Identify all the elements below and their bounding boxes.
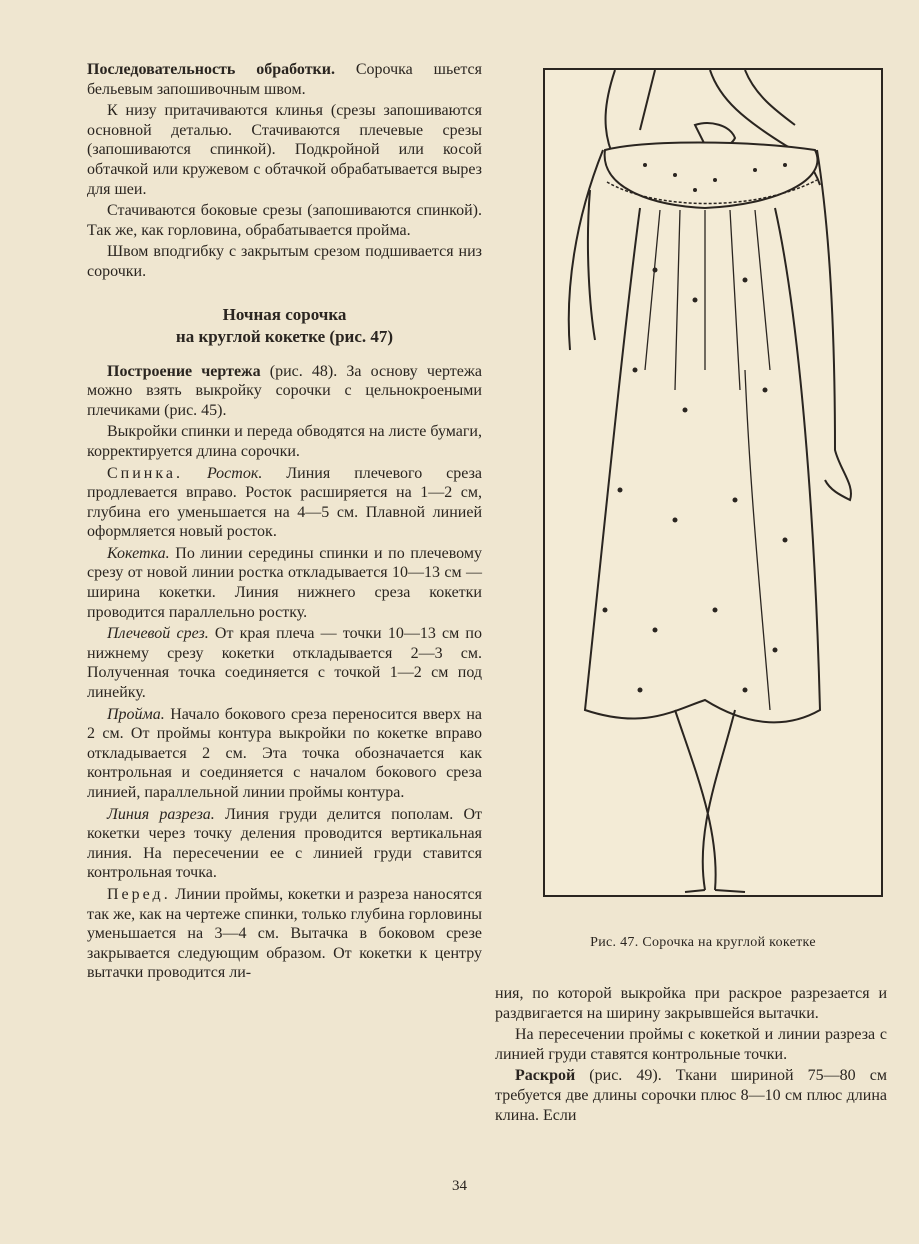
heading-line: на круглой кокетке (рис. 47) — [175, 326, 394, 346]
paragraph-text: (рис. 48). За основу чертежа можно взять выкройку сорочки с цельнокроеными плечиками (рис. 45). — [87, 362, 483, 419]
paragraph-lead: Кокетка. — [107, 544, 170, 562]
paragraph-lead: Пройма. — [107, 705, 165, 723]
left-arm — [569, 150, 603, 350]
paragraph-text: (рис. 49). Ткани шириной 75—80 см требуется две длины сорочки плюс 8—10 см плюс длина клина. Если — [495, 1067, 887, 1124]
gown-gathers — [645, 210, 770, 710]
paragraph-lead: Линия разреза. — [107, 805, 215, 823]
paragraph-lead: Построение чертежа — [107, 362, 261, 380]
paragraph-text: Линия плечевого среза продлевается вправо. Росток расширяется на 1—2 см, глубина его уменьшается на 4—5 см. Плавной линией оформляется новый росток. — [87, 464, 482, 541]
paragraph — [87, 464, 482, 542]
paragraph-lead: Раскрой — [515, 1067, 576, 1085]
paragraph — [87, 362, 482, 421]
yoke-outline — [605, 143, 818, 209]
heading-line: Ночная сорочка — [222, 304, 347, 324]
paragraph — [87, 624, 482, 702]
paragraph-lead: Росток. — [183, 464, 263, 482]
right-arm — [817, 150, 851, 500]
paragraph: Выкройки спинки и переда обводятся на листе бумаги, корректируется длина сорочки. — [87, 423, 482, 460]
paragraph-text: Линия груди делится пополам. От кокетки через точку деления проводится вертикальная линия. На пересечении ее с линией груди ставится контрольная точка. — [87, 805, 482, 882]
paragraph: К низу притачиваются клинья (срезы запошиваются основной деталью. Стачиваются плечевые срезы (запошиваются спинкой). Подкройной или косой обтачкой или кружевом с обтачкой обрабатывается вырез для шеи. — [87, 102, 482, 198]
page-number: 34 — [452, 1178, 467, 1194]
paragraph-text: От края плеча — точки 10—13 см по нижнему срезу кокетки откладывается 2—3 см. Полученная точка соединяется с точкой 1—2 см под линейку. — [87, 625, 482, 702]
figure-illustration — [543, 68, 883, 897]
paragraph — [87, 705, 482, 803]
section-heading — [87, 304, 482, 348]
left-text-column — [87, 60, 482, 985]
right-text-column — [495, 984, 887, 1127]
polka-dots — [603, 163, 788, 693]
paragraph — [87, 805, 482, 883]
figure-caption: Рис. 47. Сорочка на круглой кокетке — [590, 935, 816, 950]
paragraph-lead: Последовательность обработки. — [87, 61, 335, 78]
paragraph-text: Начало бокового среза переносится вверх на 2 см. От проймы контура выкройки по кокетке вправо откладывается 2 см. Эта точка обозначается как контрольная и соединяется с началом бокового среза линией, параллельной линии проймы контура. — [87, 705, 482, 801]
gown-outline — [585, 208, 820, 722]
paragraph — [87, 885, 482, 983]
paragraph-lead: Перед. — [107, 885, 171, 903]
paragraph-lead: Плечевой срез. — [107, 625, 209, 643]
paragraph-text: По линии середины спинки и по плечевому срезу от новой линии ростка откладывается 10—13 см — ширина кокетки. Линия нижнего среза кокетки проводится параллельно ростку. — [87, 544, 482, 621]
paragraph — [495, 1066, 887, 1125]
paragraph — [87, 544, 482, 622]
paragraph: На пересечении проймы с кокеткой и линии разреза с линией груди ставятся контрольные точки. — [495, 1026, 887, 1063]
paragraph: Стачиваются боковые срезы (запошиваются спинкой). Так же, как горловина, обрабатывается пройма. — [87, 202, 482, 239]
nightgown-drawing — [545, 70, 881, 895]
paragraph — [87, 60, 482, 99]
paragraph-text: Линии проймы, кокетки и разреза наносятся так же, как на чертеже спинки, только глубина горловины уменьшается на 3—4 см. Вытачка в боковом срезе закрывается следующим образом. От кокетки к центру вытачки проводится ли- — [87, 885, 482, 982]
paragraph: ния, по которой выкройка при раскрое разрезается и раздвигается на ширину закрывшейся вытачки. — [495, 985, 887, 1022]
paragraph: Швом вподгибку с закрытым срезом подшивается низ сорочки. — [87, 243, 482, 280]
paragraph-text: Сорочка шьется бельевым запошивочным швом. — [87, 61, 482, 98]
legs-outline — [675, 710, 745, 892]
paragraph-lead: Спинка. — [107, 464, 183, 482]
